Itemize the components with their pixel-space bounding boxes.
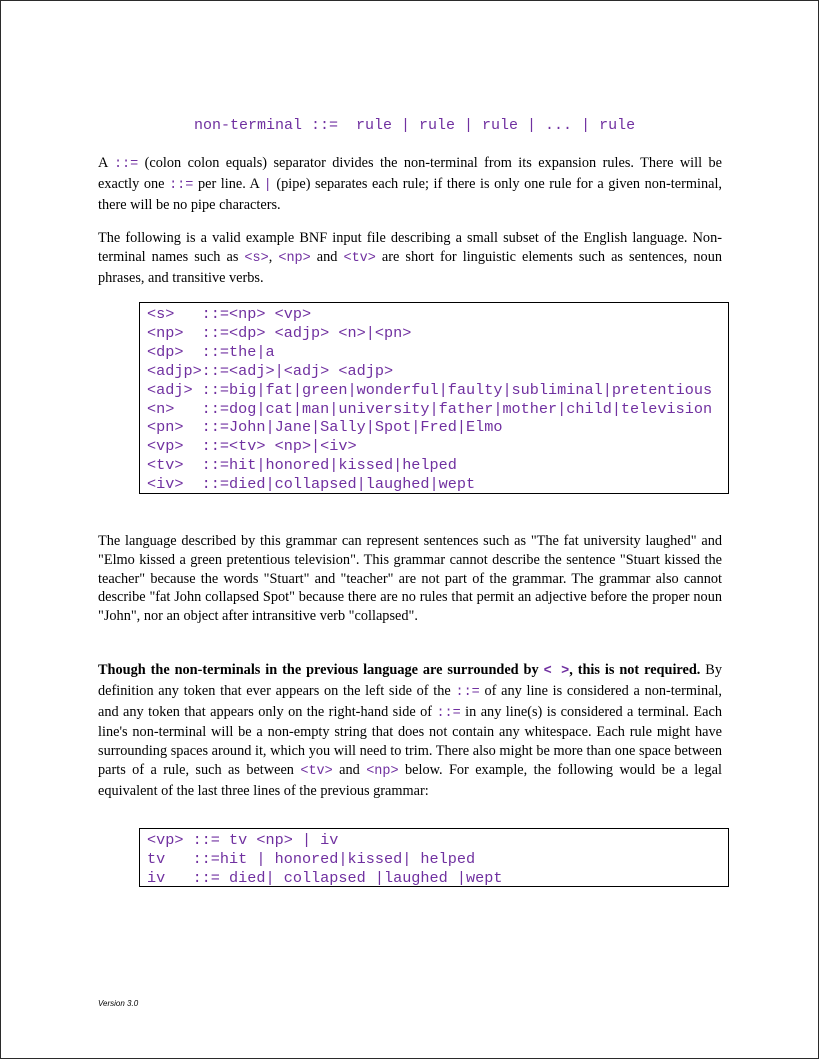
inline-code: <tv>	[300, 763, 333, 779]
inline-code: ::=	[436, 705, 461, 721]
bnf-syntax-line: non-terminal ::= rule | rule | rule | ... | rule	[194, 117, 636, 134]
equivalent-grammar-code-block	[139, 828, 729, 887]
inline-code: <np>	[366, 763, 399, 779]
code-line: iv ::= died| collapsed |laughed |wept	[147, 868, 503, 887]
code-line: <np> ::=<dp> <adjp> <n>|<pn>	[147, 323, 412, 342]
paragraph-non-terminal-rules: Though the non-terminals in the previous language are surrounded by < >, this is not required. By definition any token that ever appears on the left side of the ::= of any line is considered a non-terminal, and any token that appears only on the right-hand side of ::= in any line(s) is considered a terminal. Each line's non-terminal will be a non-empty string that does not contain any whitespace. Each rule might have surrounding spaces around it, which you will need to trim. There also might be more than one space between parts of a rule, such as between <tv> and <np> below. For example, the following would be a legal equivalent of the last three lines of the previous grammar:	[98, 662, 722, 799]
inline-code: < >	[543, 664, 570, 679]
code-line: <tv> ::=hit|honored|kissed|helped	[147, 456, 457, 475]
code-line: <vp> ::=<tv> <np>|<iv>	[147, 437, 357, 456]
version-footer: Version 3.0	[98, 999, 139, 1008]
inline-code: <np>	[278, 250, 311, 266]
paragraph-separator-description: A ::= (colon colon equals) separator divides the non-terminal from its expansion rules. There will be exactly one ::= per line. A | (pipe) separates each rule; if there is only one rule for a given non-terminal, there will be no pipe characters.	[98, 155, 722, 213]
inline-code: <s>	[244, 250, 269, 266]
paragraph-grammar-explanation: The language described by this grammar can represent sentences such as "The fat university laughed" and "Elmo kissed a green pretentious television". This grammar cannot describe the sentence "Stuart kissed the teacher" because the words "Stuart" and "teacher" are not part of the grammar. The grammar also cannot describe "fat John collapsed Spot" because there are no rules that permit an adjective before the proper noun "John", nor an object after intransitive verb "collapsed".	[98, 533, 722, 625]
grammar-code-block	[139, 302, 729, 494]
code-line: <n> ::=dog|cat|man|university|father|mother|child|television	[147, 399, 713, 418]
inline-code: ::=	[169, 177, 194, 193]
code-line: <s> ::=<np> <vp>	[147, 305, 312, 323]
code-line: <pn> ::=John|Jane|Sally|Spot|Fred|Elmo	[147, 418, 503, 437]
code-line: <vp> ::= tv <np> | iv	[147, 831, 339, 849]
code-line: <iv> ::=died|collapsed|laughed|wept	[147, 475, 476, 494]
code-line: tv ::=hit | honored|kissed| helped	[147, 849, 476, 868]
inline-code: <tv>	[343, 250, 376, 266]
inline-code: |	[263, 177, 272, 193]
code-line: <dp> ::=the|a	[147, 342, 275, 361]
inline-code: ::=	[455, 684, 480, 700]
paragraph-example-intro: The following is a valid example BNF input file describing a small subset of the English language. Non-terminal names such as <s>, <np> and <tv> are short for linguistic elements such as sentences, noun phrases, and transitive verbs.	[98, 230, 722, 286]
inline-code: ::=	[113, 157, 139, 172]
code-line: <adj> ::=big|fat|green|wonderful|faulty|subliminal|pretentious	[147, 380, 713, 399]
code-line: <adjp>::=<adj>|<adj> <adjp>	[147, 361, 394, 380]
